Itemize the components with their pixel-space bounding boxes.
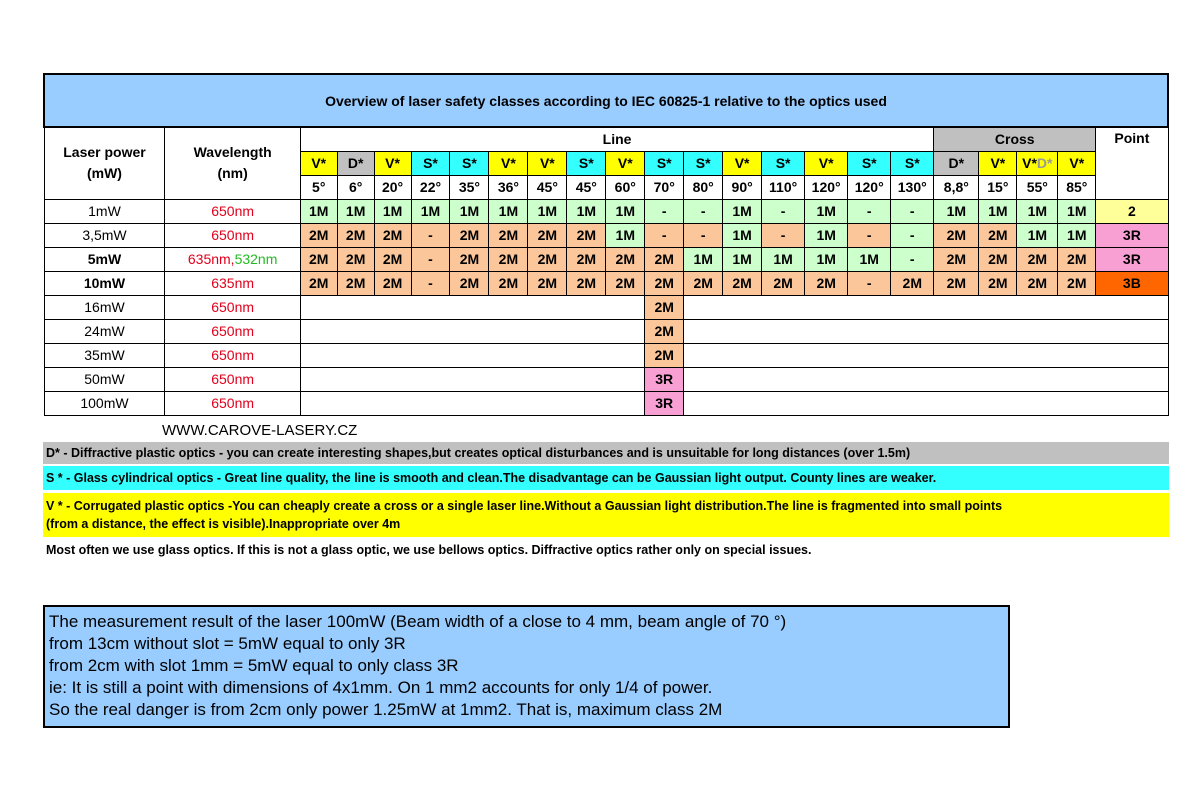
- class-cell: -: [684, 199, 723, 223]
- optic-type-cell: D*: [934, 151, 979, 175]
- table-row: [44, 271, 1168, 295]
- table-title: Overview of laser safety classes according to IEC 60825-1 relative to the optics used: [44, 74, 1168, 127]
- class-cell: 2M: [489, 271, 528, 295]
- class-cell: 2M: [1017, 247, 1058, 271]
- wavelength-cell: [165, 247, 300, 271]
- wavelength-cell: 650nm: [165, 295, 300, 319]
- power-cell: 50mW: [44, 367, 165, 391]
- class-cell: 2M: [300, 271, 337, 295]
- class-cell: 2M: [934, 271, 979, 295]
- class-cell: 1M: [606, 223, 645, 247]
- point-class-cell: 3B: [1096, 271, 1168, 295]
- empty-area: [300, 343, 644, 367]
- angle-cell: 55°: [1017, 175, 1058, 199]
- classes-grid: [43, 73, 1169, 416]
- class-cell: 2M: [300, 247, 337, 271]
- class-cell: 2M: [337, 271, 374, 295]
- wavelength-cell: 650nm: [165, 343, 300, 367]
- power-cell: 100mW: [44, 391, 165, 415]
- class-cell: 2M: [805, 271, 848, 295]
- class-cell: -: [684, 223, 723, 247]
- measurement-line: from 13cm without slot = 5mW equal to only 3R: [49, 634, 406, 653]
- class-cell: -: [848, 199, 891, 223]
- class-cell: 2M: [374, 223, 411, 247]
- class-cell: 3R: [645, 391, 684, 415]
- class-cell: 2M: [450, 223, 489, 247]
- table-row: [44, 367, 1168, 391]
- table-row: [44, 199, 1168, 223]
- optic-type-cell: S*: [891, 151, 934, 175]
- empty-area: [300, 367, 644, 391]
- optic-type-cell: D*: [337, 151, 374, 175]
- class-cell: 1M: [567, 199, 606, 223]
- class-cell: 2M: [723, 271, 762, 295]
- class-cell: 3R: [645, 367, 684, 391]
- class-cell: 1M: [848, 247, 891, 271]
- class-cell: 2M: [567, 271, 606, 295]
- note-diffractive: D* - Diffractive plastic optics - you can create interesting shapes,but creates optical disturbances and is unsuitable for long distances (over 1.5m): [43, 442, 1169, 464]
- class-cell: 1M: [979, 199, 1017, 223]
- class-cell: 2M: [1017, 271, 1058, 295]
- angle-cell: 5°: [300, 175, 337, 199]
- power-cell: 1mW: [44, 199, 165, 223]
- header-laser-power-label: Laser power: [63, 144, 146, 161]
- header-line: Line: [300, 127, 933, 151]
- class-cell: 2M: [645, 319, 684, 343]
- class-cell: 1M: [1058, 199, 1096, 223]
- angle-cell: 60°: [606, 175, 645, 199]
- optic-type-cell: V*D*: [1017, 151, 1058, 175]
- optic-type-cell: S*: [411, 151, 450, 175]
- measurement-line: So the real danger is from 2cm only power 1.25mW at 1mm2. That is, maximum class 2M: [49, 700, 723, 719]
- table-row: [44, 247, 1168, 271]
- class-cell: -: [411, 271, 450, 295]
- optic-type-cell: V*: [805, 151, 848, 175]
- class-cell: 2M: [300, 223, 337, 247]
- class-cell: 2M: [528, 271, 567, 295]
- empty-area: [684, 367, 1168, 391]
- optic-type-cell: S*: [450, 151, 489, 175]
- angle-cell: 6°: [337, 175, 374, 199]
- empty-area: [300, 391, 644, 415]
- class-cell: 1M: [411, 199, 450, 223]
- header-laser-power-unit: (mW): [86, 165, 122, 182]
- optic-type-cell: V*: [528, 151, 567, 175]
- angle-cell: 90°: [723, 175, 762, 199]
- angle-cell: 85°: [1058, 175, 1096, 199]
- class-cell: 2M: [934, 247, 979, 271]
- wavelength-cell: 650nm: [165, 319, 300, 343]
- class-cell: 2M: [1058, 247, 1096, 271]
- class-cell: -: [762, 199, 805, 223]
- optic-type-cell: S*: [684, 151, 723, 175]
- measurement-box: [43, 605, 1010, 728]
- class-cell: 2M: [891, 271, 934, 295]
- optic-type-cell: V*: [1058, 151, 1096, 175]
- power-cell: 3,5mW: [44, 223, 165, 247]
- point-class-cell: 3R: [1096, 247, 1168, 271]
- optic-type-cell: V*: [979, 151, 1017, 175]
- angle-cell: 45°: [567, 175, 606, 199]
- optic-type-cell: V*: [723, 151, 762, 175]
- class-cell: 1M: [723, 223, 762, 247]
- class-cell: 2M: [762, 271, 805, 295]
- class-cell: 2M: [450, 247, 489, 271]
- table-row: [44, 343, 1168, 367]
- class-cell: 2M: [1058, 271, 1096, 295]
- wavelength-cell: 635nm: [165, 271, 300, 295]
- empty-area: [684, 391, 1168, 415]
- power-cell: 5mW: [44, 247, 165, 271]
- table-row: [44, 295, 1168, 319]
- class-cell: -: [848, 223, 891, 247]
- angle-cell: 130°: [891, 175, 934, 199]
- wavelength-cell: 650nm: [165, 223, 300, 247]
- wavelength-green: 532nm: [234, 251, 278, 267]
- class-cell: 2M: [645, 343, 684, 367]
- class-cell: 2M: [337, 247, 374, 271]
- class-cell: 2M: [567, 223, 606, 247]
- class-cell: 2M: [489, 223, 528, 247]
- wavelength-cell: 650nm: [165, 199, 300, 223]
- header-point: Point: [1096, 127, 1168, 199]
- class-cell: 2M: [374, 247, 411, 271]
- class-cell: 2M: [934, 223, 979, 247]
- class-cell: 2M: [645, 271, 684, 295]
- wavelength-cell: 650nm: [165, 367, 300, 391]
- header-laser-power: [44, 127, 165, 199]
- angle-cell: 110°: [762, 175, 805, 199]
- wavelength-cell: 650nm: [165, 391, 300, 415]
- empty-area: [300, 319, 644, 343]
- note-corrugated-line-1: V * - Corrugated plastic optics -You can cheaply create a cross or a single laser line.Without a Gaussian light distribution.The line is fragmented into small points: [46, 499, 1003, 513]
- class-cell: -: [762, 223, 805, 247]
- empty-area: [684, 343, 1168, 367]
- power-cell: 35mW: [44, 343, 165, 367]
- class-cell: -: [411, 247, 450, 271]
- note-most-often: Most often we use glass optics. If this is not a glass optic, we use bellows optics. Diffractive optics rather only on special issues.: [46, 543, 812, 557]
- header-wavelength-label: Wavelength: [193, 144, 272, 161]
- class-cell: 1M: [805, 223, 848, 247]
- class-cell: 1M: [934, 199, 979, 223]
- optic-type-cell: V*: [606, 151, 645, 175]
- header-cross: Cross: [934, 127, 1096, 151]
- class-cell: 2M: [979, 247, 1017, 271]
- angle-cell: 20°: [374, 175, 411, 199]
- class-cell: 2M: [450, 271, 489, 295]
- optic-type-cell: S*: [848, 151, 891, 175]
- header-wavelength-unit: (nm): [217, 165, 248, 182]
- note-glass-cylindrical: S * - Glass cylindrical optics - Great line quality, the line is smooth and clean.The disadvantage can be Gaussian light output. County lines are weaker.: [43, 466, 1169, 490]
- class-cell: 1M: [805, 199, 848, 223]
- angle-cell: 120°: [805, 175, 848, 199]
- optic-type-cell: V*: [489, 151, 528, 175]
- class-cell: 2M: [528, 247, 567, 271]
- wavelength-red: 635nm,: [187, 251, 235, 267]
- class-cell: -: [891, 199, 934, 223]
- angle-cell: 8,8°: [934, 175, 979, 199]
- measurement-line: The measurement result of the laser 100mW (Beam width of a close to 4 mm, beam angle of 70 °): [49, 612, 787, 631]
- angle-cell: 45°: [528, 175, 567, 199]
- optic-type-cell: S*: [762, 151, 805, 175]
- class-cell: 2M: [606, 247, 645, 271]
- class-cell: -: [891, 247, 934, 271]
- angle-cell: 35°: [450, 175, 489, 199]
- class-cell: 1M: [606, 199, 645, 223]
- class-cell: 1M: [723, 247, 762, 271]
- empty-area: [684, 319, 1168, 343]
- class-cell: -: [411, 223, 450, 247]
- class-cell: -: [891, 223, 934, 247]
- class-cell: 1M: [723, 199, 762, 223]
- optic-type-cell: S*: [567, 151, 606, 175]
- class-cell: 1M: [450, 199, 489, 223]
- class-cell: 2M: [606, 271, 645, 295]
- optic-type-cell: V*: [374, 151, 411, 175]
- angle-cell: 15°: [979, 175, 1017, 199]
- class-cell: 1M: [337, 199, 374, 223]
- class-cell: 1M: [1017, 199, 1058, 223]
- table-row: [44, 223, 1168, 247]
- class-cell: 2M: [528, 223, 567, 247]
- class-cell: 1M: [528, 199, 567, 223]
- class-cell: 2M: [374, 271, 411, 295]
- class-cell: 2M: [337, 223, 374, 247]
- power-cell: 16mW: [44, 295, 165, 319]
- table-row: [44, 391, 1168, 415]
- measurement-line: from 2cm with slot 1mm = 5mW equal to only class 3R: [49, 656, 459, 675]
- class-cell: 2M: [645, 247, 684, 271]
- website-link[interactable]: WWW.CAROVE-LASERY.CZ: [162, 422, 358, 439]
- laser-safety-table: [43, 73, 1169, 416]
- point-class-cell: 2: [1096, 199, 1168, 223]
- class-cell: 1M: [762, 247, 805, 271]
- angle-cell: 80°: [684, 175, 723, 199]
- table-row: [44, 319, 1168, 343]
- power-cell: 10mW: [44, 271, 165, 295]
- class-cell: 2M: [645, 295, 684, 319]
- class-cell: 1M: [489, 199, 528, 223]
- optic-type-cell: S*: [645, 151, 684, 175]
- class-cell: 2M: [684, 271, 723, 295]
- class-cell: 2M: [979, 271, 1017, 295]
- empty-area: [300, 295, 644, 319]
- power-cell: 24mW: [44, 319, 165, 343]
- class-cell: 1M: [300, 199, 337, 223]
- optic-type-cell: V*: [300, 151, 337, 175]
- class-cell: -: [645, 199, 684, 223]
- class-cell: 2M: [979, 223, 1017, 247]
- note-corrugated-line-2: (from a distance, the effect is visible).Inappropriate over 4m: [46, 517, 401, 531]
- angle-cell: 22°: [411, 175, 450, 199]
- angle-cell: 70°: [645, 175, 684, 199]
- class-cell: 2M: [567, 247, 606, 271]
- class-cell: 1M: [1058, 223, 1096, 247]
- header-wavelength: [165, 127, 300, 199]
- class-cell: 1M: [805, 247, 848, 271]
- point-class-cell: 3R: [1096, 223, 1168, 247]
- angle-cell: 120°: [848, 175, 891, 199]
- class-cell: 2M: [489, 247, 528, 271]
- class-cell: -: [645, 223, 684, 247]
- measurement-line: ie: It is still a point with dimensions of 4x1mm. On 1 mm2 accounts for only 1/4 of power.: [49, 678, 713, 697]
- class-cell: 1M: [374, 199, 411, 223]
- empty-area: [684, 295, 1168, 319]
- note-corrugated: [43, 493, 1169, 537]
- class-cell: 1M: [684, 247, 723, 271]
- class-cell: 1M: [1017, 223, 1058, 247]
- class-cell: -: [848, 271, 891, 295]
- angle-cell: 36°: [489, 175, 528, 199]
